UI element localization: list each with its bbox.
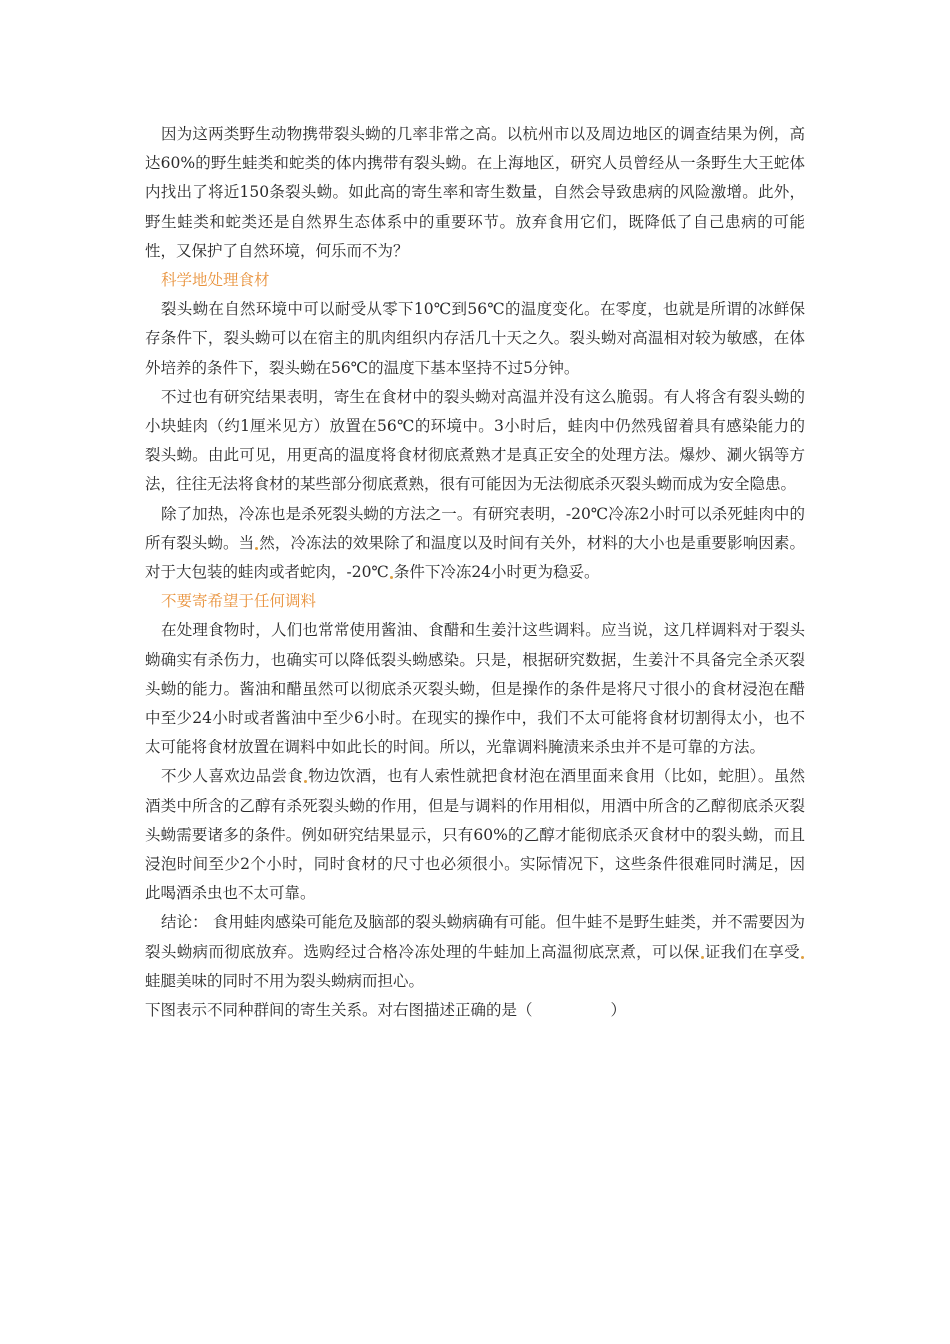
paragraph-seasonings: 在处理食物时，人们也常常使用酱油、食醋和生姜汁这些调料。应当说，这几样调料对于裂头蚴确实有杀伤力，也确实可以降低裂头蚴感染。只是，根据研究数据，生姜汁不具备完全杀灭裂头蚴的能力。酱油和醋虽然可以彻底杀灭裂头蚴，但是操作的条件是将尺寸很小的食材浸泡在醋中至少24小时或者酱油中至少6小时。在现实的操作中，我们不太可能将食材切割得太小，也不太可能将食材放置在调料中如此长的时间。所以，光靠调料腌渍来杀虫并不是可靠的方法。 [145, 621, 805, 757]
paragraph-freezing [145, 500, 805, 588]
mark-dot [390, 576, 393, 579]
paragraph-conclusion [145, 908, 805, 996]
section-heading-food-handling: 科学地处理食材 [161, 271, 270, 290]
mark-dot [255, 547, 258, 550]
paragraph-wild-animals: 因为这两类野生动物携带裂头蚴的几率非常之高。以杭州市以及周边地区的调查结果为例，高达60%的野生蛙类和蛇类的体内携带有裂头蚴。在上海地区，研究人员曾经从一条野生大王蛇体内找出了将近150条裂头蚴。如此高的寄生率和寄生数量，自然会导致患病的风险激增。此外，野生蛙类和蛇类还是自然界生态体系中的重要环节。放弃食用它们，既降低了自己患病的可能性，又保护了自然环境，何乐而不为？ [145, 125, 805, 260]
question-close: ） [610, 1001, 627, 1020]
mark-dot [304, 780, 307, 783]
paragraph-high-temperature: 不过也有研究结果表明，寄生在食材中的裂头蚴对高温并没有这么脆弱。有人将含有裂头蚴的小块蛙肉（约1厘米见方）放置在56℃的环境中。3小时后，蛙肉中仍然残留着具有感染能力的裂头蚴。由此可见，用更高的温度将食材彻底煮熟才是真正安全的处理方法。爆炒、涮火锅等方法，往往无法将食材的某些部分彻底煮熟，很有可能因为无法彻底杀灭裂头蚴而成为安全隐患。 [145, 387, 805, 494]
alcohol-text-1: 不少人喜欢边品尝食 [161, 767, 303, 786]
mark-dot [701, 956, 704, 959]
conclusion-text-3: 蛙腿美味的同时不用为裂头蚴病而担心。 [145, 971, 425, 990]
mark-dot [801, 956, 804, 959]
section-heading-seasonings: 不要寄希望于任何调料 [161, 592, 317, 611]
paragraph-temperature: 裂头蚴在自然环境中可以耐受从零下10℃到56℃的温度变化。在零度，也就是所谓的冰鲜保存条件下，裂头蚴可以在宿主的肌肉组织内存活几十天之久。裂头蚴对高温相对较为敏感，在体外培养的条件下，裂头蚴在56℃的温度下基本坚持不过5分钟。 [145, 300, 805, 377]
alcohol-text-2: 物边饮酒，也有人索性就把食材泡在酒里面来食用（比如，蛇胆）。虽然酒类中所含的乙醇有杀死裂头蚴的作用，但是与调料的作用相似，用酒中所含的乙醇彻底杀灭裂头蚴需要诸多的条件。例如研究结果显示，只有60%的乙醇才能彻底杀灭食材中的裂头蚴，而且浸泡时间至少2个小时，同时食材的尺寸也必须很小。实际情况下，这些条件很难同时满足，因此喝酒杀虫也不太可靠。 [145, 767, 805, 903]
paragraph-alcohol [145, 762, 805, 908]
freezing-text-1: 除了加热，冷冻也是杀死裂头蚴的方法之一。有研究表明，-20℃冷冻2小时可以杀死蛙肉中的所有裂头蚴。当 [145, 504, 805, 552]
freezing-text-2: 然，冷冻法的效果除了和温度以及时间有关外，材料的大小也是重要影响因素。对于大包装的蛙肉或者蛇肉，-20℃ [145, 533, 805, 582]
question-line [145, 996, 805, 1025]
conclusion-text-1: 结论： 食用蛙肉感染可能危及脑部的裂头蚴病确有可能。但牛蛙不是野生蛙类，并不需要因为裂头蚴病而彻底放弃。选购经过合格冷冻处理的牛蛙加上高温彻底烹煮，可以保 [145, 913, 805, 961]
conclusion-text-2: 证我们在享受 [704, 942, 800, 961]
article-body [145, 120, 805, 1025]
question-text: 下图表示不同种群间的寄生关系。对右图描述正确的是（ [145, 1001, 533, 1020]
freezing-text-3: 条件下冷冻24小时更为稳妥。 [393, 563, 600, 582]
